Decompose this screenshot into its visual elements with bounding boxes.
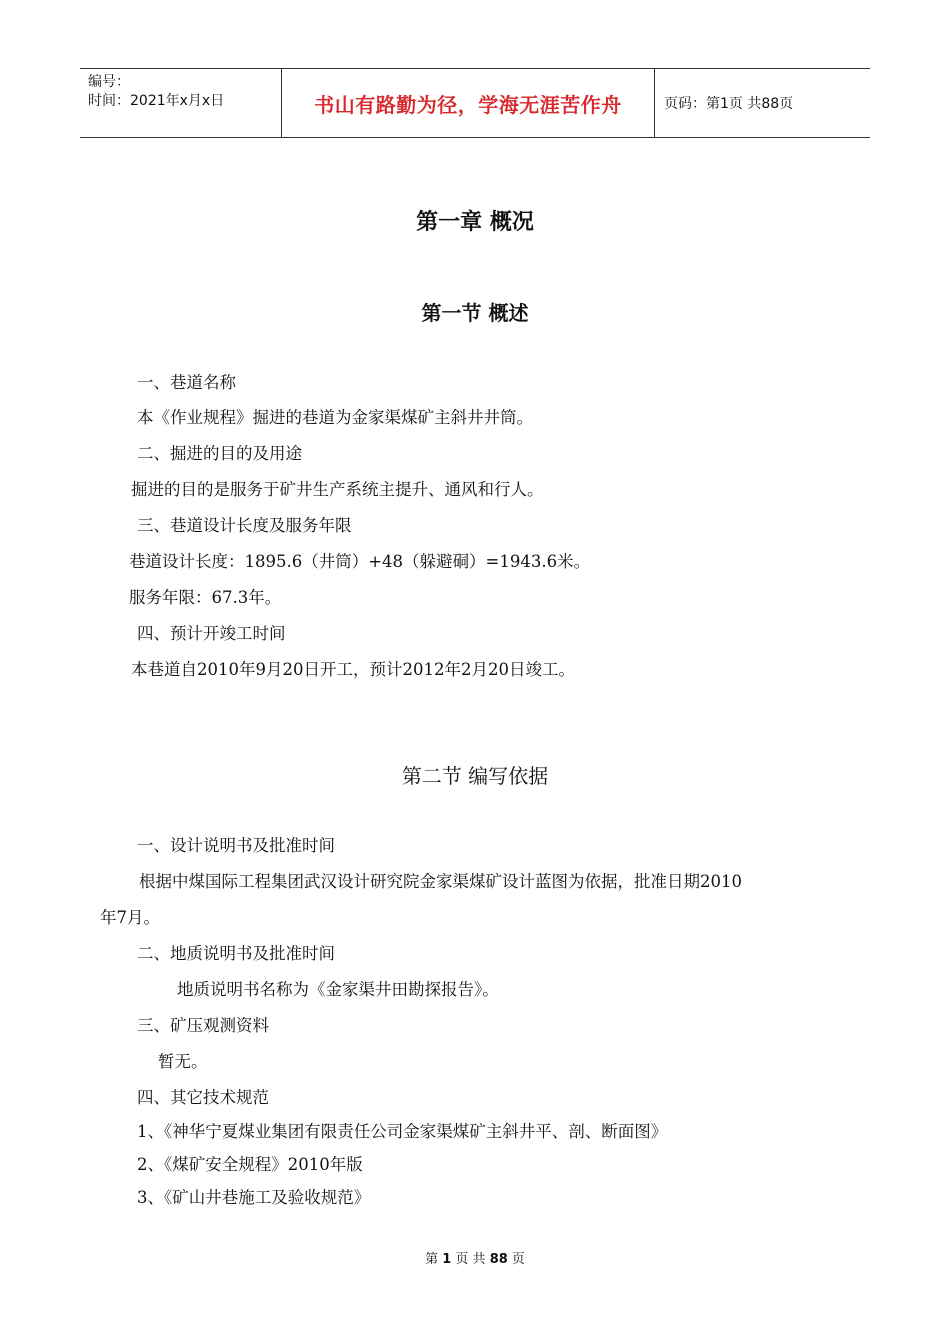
heading-roadway-name: 一、巷道名称 <box>137 373 236 392</box>
paragraph-roadway-name: 本《作业规程》掘进的巷道为金家渠煤矿主斜井井筒。 <box>137 408 533 427</box>
footer-total-pages: 88 <box>489 1252 508 1267</box>
page-footer <box>0 1248 950 1267</box>
chapter-title: 第一章 概况 <box>416 210 534 235</box>
paragraph-purpose: 掘进的目的是服务于矿井生产系统主提升、通风和行人。 <box>131 480 544 499</box>
page-header <box>80 68 870 138</box>
footer-page-number: 1 <box>442 1252 452 1267</box>
heading-design-spec: 一、设计说明书及批准时间 <box>137 836 335 855</box>
heading-other-standards: 四、其它技术规范 <box>137 1088 269 1107</box>
document-number: 编号： <box>88 74 130 90</box>
standard-item-3: 3、《矿山井巷施工及验收规范》 <box>137 1188 371 1207</box>
paragraph-geology-spec: 地质说明书名称为《金家渠井田勘探报告》。 <box>177 980 499 999</box>
heading-purpose: 二、掘进的目的及用途 <box>137 444 302 463</box>
heading-design-length: 三、巷道设计长度及服务年限 <box>137 516 352 535</box>
heading-geology-spec: 二、地质说明书及批准时间 <box>137 944 335 963</box>
header-page-info: 页码：第1页 共88页 <box>664 96 794 112</box>
section-title-overview: 第一节 概述 <box>421 301 529 325</box>
heading-schedule: 四、预计开竣工时间 <box>137 624 286 643</box>
heading-pressure-data: 三、矿压观测资料 <box>137 1016 269 1035</box>
section-title-basis: 第二节 编写依据 <box>401 764 549 788</box>
footer-prefix: 第 <box>425 1252 439 1267</box>
paragraph-design-length: 巷道设计长度：1895.6（井筒）+48（躲避硐）=1943.6米。 <box>129 552 591 571</box>
header-meta <box>80 69 281 137</box>
header-motto: 书山有路勤为径，学海无涯苦作舟 <box>281 69 655 137</box>
standard-item-2: 2、《煤矿安全规程》2010年版 <box>137 1155 363 1174</box>
paragraph-service-life: 服务年限：67.3年。 <box>129 588 282 607</box>
document-date: 时间：2021年x月x日 <box>88 93 225 109</box>
paragraph-design-spec: 根据中煤国际工程集团武汉设计研究院金家渠煤矿设计蓝图为依据，批准日期2010 <box>139 872 742 891</box>
paragraph-design-spec-continued: 年7月。 <box>100 908 160 927</box>
footer-suffix: 页 <box>511 1252 525 1267</box>
standard-item-1: 1、《神华宁夏煤业集团有限责任公司金家渠煤矿主斜井平、剖、断面图》 <box>137 1122 668 1141</box>
paragraph-pressure-data: 暂无。 <box>158 1052 208 1071</box>
footer-middle: 页 共 <box>455 1252 486 1267</box>
paragraph-schedule: 本巷道自2010年9月20日开工，预计2012年2月20日竣工。 <box>131 660 575 679</box>
